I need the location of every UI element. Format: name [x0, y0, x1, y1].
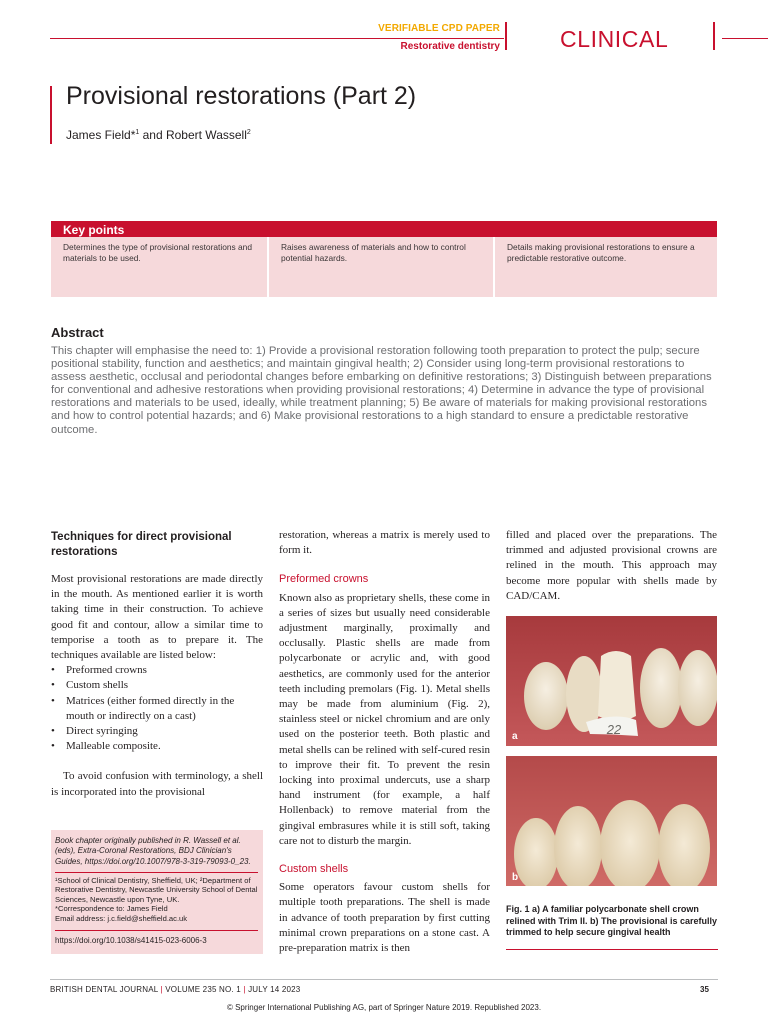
list-item: • Custom shells [51, 678, 263, 693]
key-points-heading: Key points [51, 221, 717, 237]
abstract-heading: Abstract [51, 325, 104, 340]
page-number: 35 [700, 985, 709, 994]
issue-date: JULY 14 2023 [248, 985, 301, 994]
copyright-notice: © Springer International Publishing AG, part of Springer Nature 2019. Republished 2023. [226, 1003, 542, 1012]
section-heading: Techniques for direct provisional restorations [51, 531, 232, 558]
abstract-text: This chapter will emphasise the need to: 1) Provide a provisional restoration following tooth preparation to protect the pulp; secure positional stability, function and aesthetics; and maintain gingival health; 2) Consider using long-term provisional restorations to assess aesthetic, occlusal and periodontal changes before embarking on definitive restorations; 3) Distinguish between preparations for conventional and adhesive restorations when providing provisional restorations; 4) Determine in advance the type of provisional restorations and materials to be used, ideally, while treatment planning; 5) Be aware of materials for making provisional restorations and how to control potential hazards; and 6) Make provisional restorations to a high standard to ensure a predictable restorative outcome. [51, 345, 712, 436]
tooth-photo-b [506, 756, 717, 886]
header-rule-left [50, 38, 504, 39]
header-divider [713, 22, 715, 50]
author-name: and Robert Wassell [139, 128, 247, 142]
figure-1b-photo [506, 756, 717, 886]
author-name: James Field* [66, 128, 136, 142]
key-point: Details making provisional restorations to ensure a predictable restorative outcome. [495, 237, 717, 297]
email-address[interactable]: Email address: j.c.field@sheffield.ac.uk [55, 913, 188, 923]
tooth-photo-a [506, 616, 717, 746]
affiliation-text: ¹School of Clinical Dentistry, Sheffield, UK; ²Department of Restorative Dentistry, Newcastle University School of Dental Sciences, Newcastle upon Tyne, UK. [55, 876, 258, 904]
affiliations [55, 876, 261, 923]
authors [66, 128, 251, 142]
column-2 [279, 528, 490, 956]
crown-size-number: 22 [606, 722, 622, 737]
book-chapter-note: Book chapter originally published in R. Wassell et al. (eds), Extra-Coronal Restorations, BDJ Clinician's Guides, https://doi.org/10.1007/978-3-319-79093-0_23. [55, 836, 251, 866]
figure-panel-label: a [512, 731, 518, 742]
body-paragraph: Some operators favour custom shells for multiple tooth preparations. The shell is made in advance of tooth preparation by first cutting minimal crown preparations on a stone cast. A pre-preparation matrix is then [279, 881, 490, 955]
body-paragraph: To avoid confusion with terminology, a shell is incorporated into the provisional [51, 770, 263, 798]
body-paragraph: Most provisional restorations are made directly in the mouth. As mentioned earlier it is worth taking time in their construction. To achieve good fit and contour, allow a similar time to temporise a tooth as to prepare it. The techniques available are listed below: [51, 573, 263, 662]
article-title: Provisional restorations (Part 2) [66, 82, 417, 110]
author-affiliation-mark: 1 [135, 129, 140, 136]
figure-caption: Fig. 1 a) A familiar polycarbonate shell crown relined with Trim II. b) The provisional is carefully trimmed to help secure gingival health [506, 904, 718, 938]
figure-1a-photo [506, 616, 717, 746]
body-paragraph: Known also as proprietary shells, these come in a series of sizes but usually need considerable adjustment marginally, proximally and occlusally. Plastic shells are made from polycarbonate or acrylic and, with good aesthetics, are commonly used for the anterior teeth including premolars (Fig. 1). Metal shells may be made from aluminium (Fig. 2), stainless steel or nickel chromium and are only used on the posterior teeth. Both plastic and metal shells can be relined with self-cured resin to improve their fit. To prevent the resin locking into proximal undercuts, use a sharp hand instrument (for example, a half Hollenback) to remove material from the gingival embrasures while it is still soft, taking care not to disturb the margin. [279, 591, 490, 847]
title-accent-bar [50, 86, 52, 144]
cpd-label: VERIFIABLE CPD PAPER [378, 23, 500, 34]
body-paragraph: restoration, whereas a matrix is merely used to form it. [279, 529, 490, 557]
notes-divider [55, 872, 258, 873]
journal-issue: VOLUME 235 NO. 1 [165, 985, 241, 994]
footer-rule [50, 979, 718, 980]
column-1 [51, 530, 263, 800]
author-affiliation-mark: 2 [246, 129, 251, 136]
technique-list [51, 663, 263, 754]
key-point: Determines the type of provisional restorations and materials to be used. [51, 237, 267, 297]
journal-name: BRITISH DENTAL JOURNAL [50, 985, 159, 994]
header-rule-right [722, 38, 768, 39]
correspondence: *Correspondence to: James Field [55, 904, 168, 914]
notes-divider [55, 930, 258, 931]
category-label: CLINICAL [560, 26, 669, 52]
subsection-heading: Custom shells [279, 863, 349, 876]
list-item: • Direct syringing [51, 724, 263, 739]
doi-link[interactable]: https://doi.org/10.1038/s41415-023-6006-3 [55, 936, 207, 945]
body-paragraph: filled and placed over the preparations. The trimmed and adjusted provisional crowns are relined in the mouth. This approach may become more popular with shells made by CAD/CAM. [506, 529, 717, 602]
section-label: Restorative dentistry [400, 41, 500, 52]
list-item: • Malleable composite. [51, 739, 263, 754]
list-item: • Preformed crowns [51, 663, 263, 678]
footer-citation: BRITISH DENTAL JOURNAL | VOLUME 235 NO. 1 | JULY 14 2023 [50, 985, 301, 994]
column-3 [506, 528, 717, 604]
list-item: • Matrices (either formed directly in the mouth or indirectly on a cast) [51, 694, 263, 724]
subsection-heading: Preformed crowns [279, 573, 369, 586]
key-point: Raises awareness of materials and how to control potential hazards. [269, 237, 493, 297]
figure-panel-label: b [512, 872, 519, 883]
header-divider [505, 22, 507, 50]
caption-rule [506, 949, 718, 950]
